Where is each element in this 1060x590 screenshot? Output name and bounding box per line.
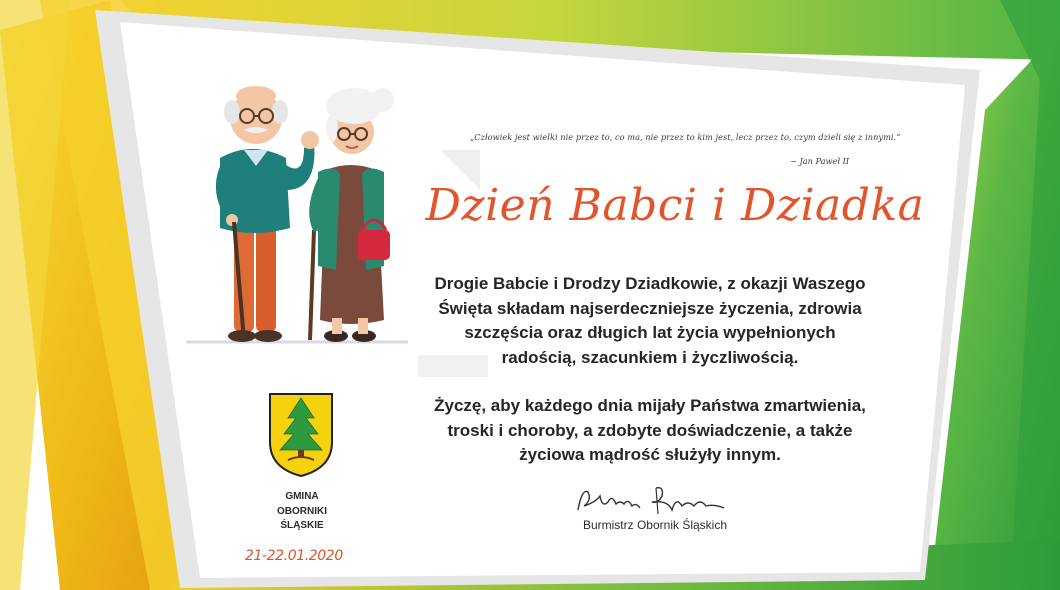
grandparents-illustration	[186, 70, 416, 350]
municipality-line: GMINA	[285, 491, 319, 502]
coat-of-arms-icon	[266, 390, 336, 480]
quote-text: „Człowiek jest wielki nie przez to, co ma, nie przez to kim jest, lecz przez to, czym dzieli się z innymi.”	[470, 132, 901, 142]
wishes-line: radością, szacunkiem i życzliwością.	[501, 347, 799, 367]
wishes-line: Życzę, aby każdego dnia mijały Państwa zmartwienia,	[434, 396, 866, 415]
wishes-paragraph-1	[400, 272, 900, 370]
wishes-line: życiowa mądrość służyły innym.	[519, 445, 781, 464]
wishes-paragraph-2	[400, 394, 900, 468]
grandma-figure	[309, 88, 394, 342]
wishes-line: Drogie Babcie i Drodzy Dziadkowie, z okazji Waszego	[434, 274, 866, 293]
wishes-line: szczęścia oraz długich lat życia wypełnionych	[464, 323, 836, 342]
grandpa-figure	[216, 86, 319, 342]
municipality-line: OBORNIKI	[277, 505, 327, 517]
event-date: 21-22.01.2020	[245, 548, 343, 564]
page-title: Dzień Babci i Dziadka	[425, 180, 925, 231]
quote-author: ~ Jan Paweł II	[790, 156, 850, 166]
wishes-line: troski i choroby, a zdobyte doświadczenie, a także	[447, 420, 853, 440]
wishes-line: Święta składam najserdeczniejsze życzenia, zdrowia	[438, 298, 862, 318]
handwritten-signature	[572, 482, 732, 518]
municipality-name	[262, 490, 342, 534]
signer-title: Burmistrz Obornik Śląskich	[582, 518, 728, 532]
municipality-line: ŚLĄSKIE	[280, 520, 324, 531]
